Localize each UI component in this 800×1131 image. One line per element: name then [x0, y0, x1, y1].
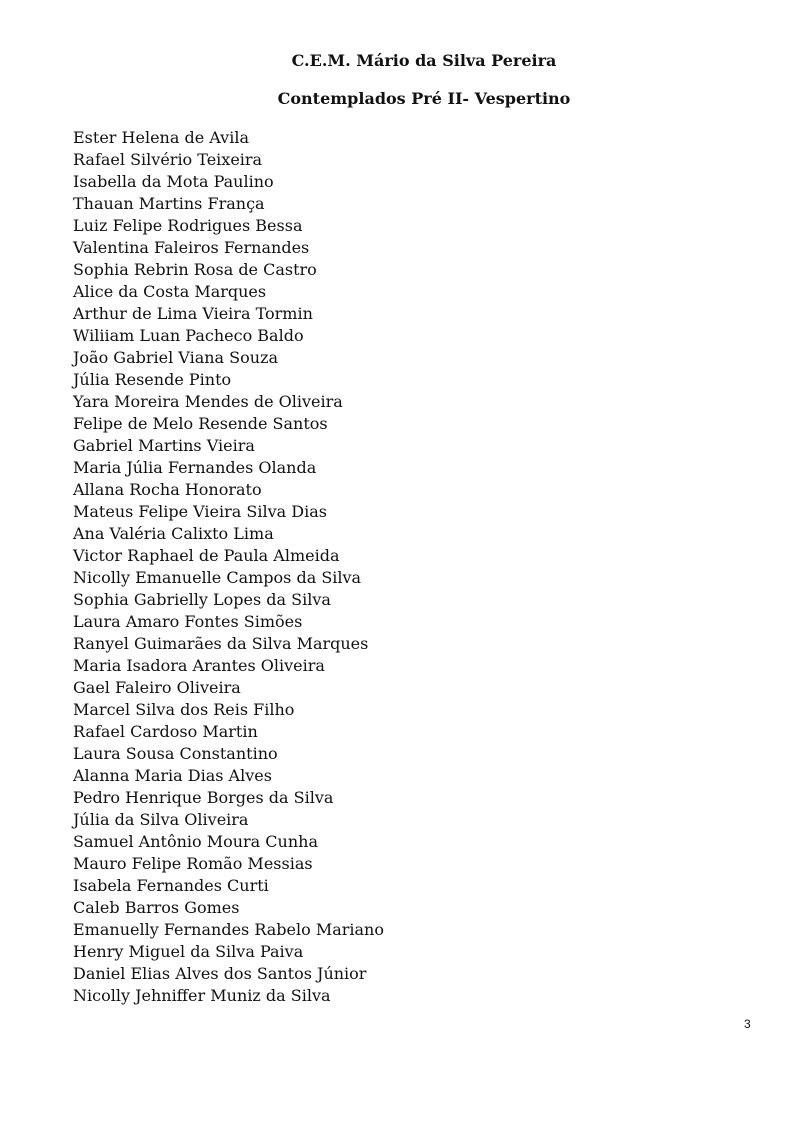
- school-name: C.E.M. Mário da Silva Pereira: [291, 51, 557, 70]
- list-item: Ranyel Guimarães da Silva Marques: [73, 634, 369, 653]
- list-item: Felipe de Melo Resende Santos: [73, 414, 328, 433]
- list-item: Thauan Martins França: [73, 194, 265, 213]
- list-item: Júlia da Silva Oliveira: [73, 810, 249, 829]
- list-item: Sophia Rebrin Rosa de Castro: [73, 260, 317, 279]
- list-item: Caleb Barros Gomes: [73, 898, 240, 917]
- list-item: Sophia Gabrielly Lopes da Silva: [73, 590, 331, 609]
- list-item: Nicolly Emanuelle Campos da Silva: [73, 568, 362, 587]
- list-item: Rafael Silvério Teixeira: [73, 150, 263, 169]
- list-item: Samuel Antônio Moura Cunha: [73, 832, 318, 851]
- list-item: Rafael Cardoso Martin: [73, 722, 258, 741]
- list-item: Gael Faleiro Oliveira: [73, 678, 241, 697]
- list-item: Henry Miguel da Silva Paiva: [73, 942, 304, 961]
- list-item: Ester Helena de Avila: [73, 128, 249, 147]
- list-item: João Gabriel Viana Souza: [73, 348, 279, 367]
- list-item: Laura Sousa Constantino: [73, 744, 278, 763]
- list-item: Valentina Faleiros Fernandes: [73, 238, 310, 257]
- list-item: Pedro Henrique Borges da Silva: [73, 788, 334, 807]
- list-item: Emanuelly Fernandes Rabelo Mariano: [73, 920, 384, 939]
- list-item: Júlia Resende Pinto: [73, 370, 232, 389]
- list-item: Mauro Felipe Romão Messias: [73, 854, 313, 873]
- names-list: [73, 127, 384, 1007]
- list-item: Yara Moreira Mendes de Oliveira: [73, 392, 343, 411]
- list-item: Alanna Maria Dias Alves: [73, 766, 272, 785]
- list-item: Arthur de Lima Vieira Tormin: [73, 304, 313, 323]
- list-item: Isabella da Mota Paulino: [73, 172, 274, 191]
- list-item: Marcel Silva dos Reis Filho: [73, 700, 295, 719]
- list-item: Isabela Fernandes Curti: [73, 876, 269, 895]
- list-item: Alice da Costa Marques: [73, 282, 267, 301]
- list-item: Mateus Felipe Vieira Silva Dias: [73, 502, 327, 521]
- list-item: Daniel Elias Alves dos Santos Júnior: [73, 964, 367, 983]
- list-item: Maria Isadora Arantes Oliveira: [73, 656, 325, 675]
- list-item: Victor Raphael de Paula Almeida: [73, 546, 340, 565]
- list-item: Ana Valéria Calixto Lima: [73, 524, 274, 543]
- list-item: Nicolly Jehniffer Muniz da Silva: [73, 986, 331, 1005]
- list-item: Luiz Felipe Rodrigues Bessa: [73, 216, 303, 235]
- list-item: Maria Júlia Fernandes Olanda: [73, 458, 317, 477]
- list-item: Allana Rocha Honorato: [73, 480, 262, 499]
- page-number: 3: [744, 1017, 751, 1031]
- list-item: Gabriel Martins Vieira: [73, 436, 255, 455]
- list-item: Laura Amaro Fontes Simões: [73, 612, 303, 631]
- list-item: Wiliiam Luan Pacheco Baldo: [73, 326, 304, 345]
- list-title: Contemplados Pré II- Vespertino: [277, 89, 571, 108]
